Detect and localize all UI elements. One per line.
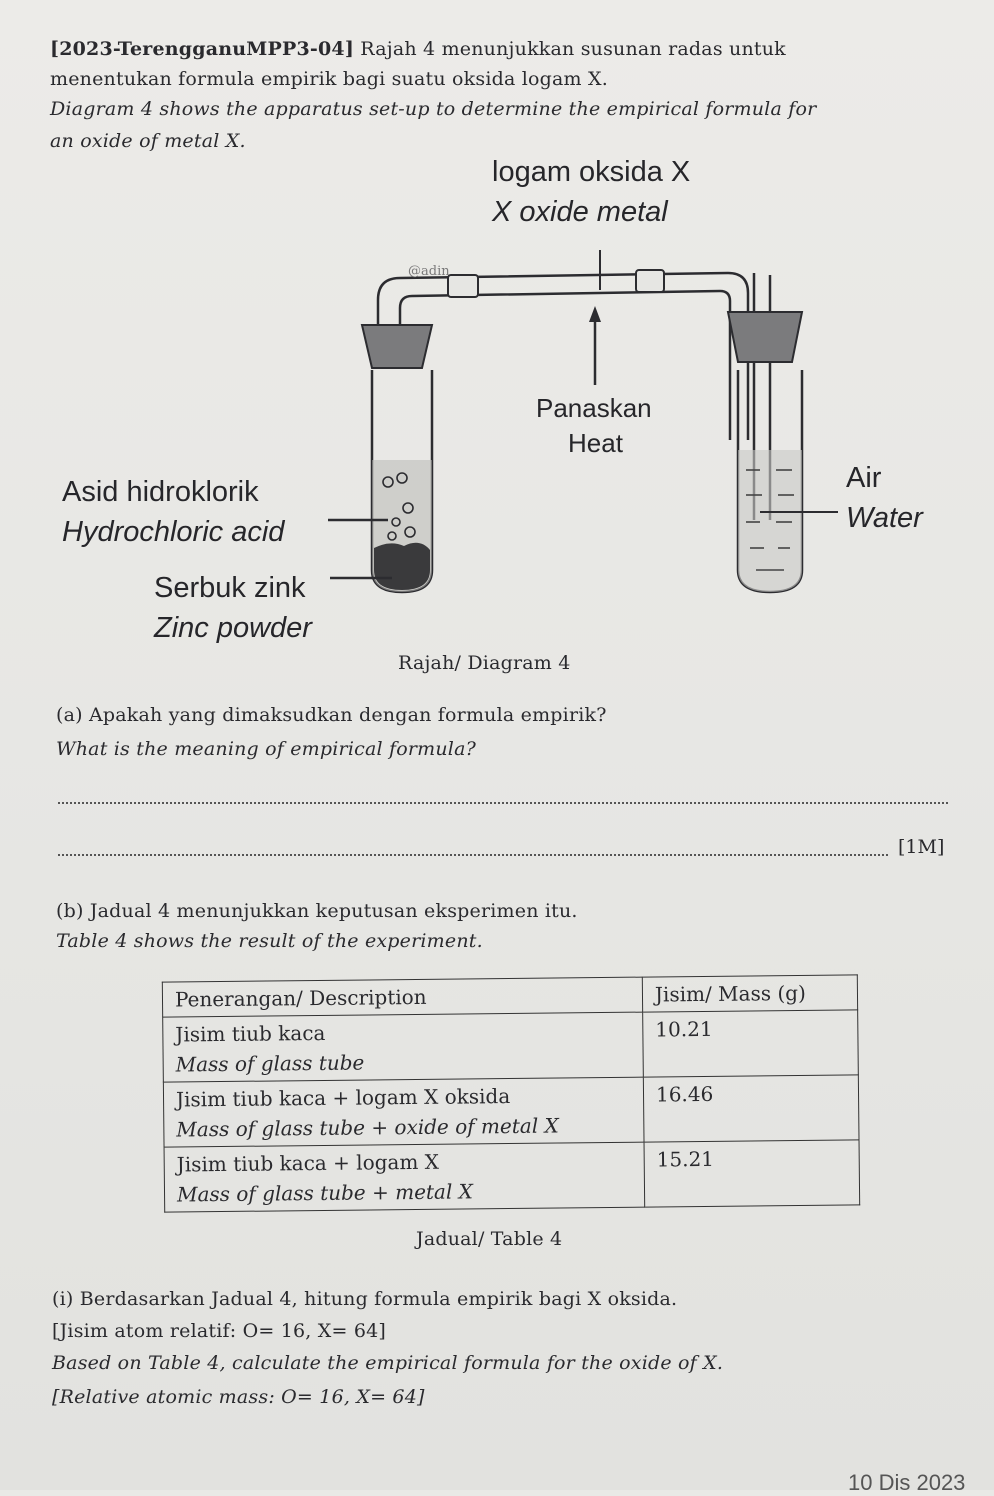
part-a-question-ms: (a) Apakah yang dimaksudkan dengan formula empirik? — [56, 704, 607, 726]
part-b-intro-en: Table 4 shows the result of the experiment. — [56, 930, 483, 952]
part-a-marks: [1M] — [898, 836, 945, 858]
label-zinc-en: Zinc powder — [154, 612, 312, 644]
label-heat-ms: Panaskan — [536, 393, 652, 423]
row-mass: 16.46 — [643, 1075, 859, 1142]
label-water-en: Water — [846, 502, 923, 534]
label-acid-en: Hydrochloric acid — [62, 516, 285, 548]
question-tag: [2023-TerengganuMPP3-04] — [50, 38, 355, 60]
table-row — [163, 1075, 859, 1147]
diagram-caption: Rajah/ Diagram 4 — [398, 652, 571, 674]
part-a-question-en: What is the meaning of empirical formula? — [56, 738, 476, 760]
footer-date: 10 Dis 2023 — [848, 1470, 966, 1495]
sub-i-ms-ram: [Jisim atom relatif: O= 16, X= 64] — [52, 1320, 387, 1342]
row-desc-ms: Jisim tiub kaca + logam X — [176, 1149, 440, 1177]
table-caption: Jadual/ Table 4 — [416, 1228, 563, 1250]
intro-ms-2: menentukan formula empirik bagi suatu oksida logam X. — [50, 68, 608, 90]
label-zinc-ms: Serbuk zink — [154, 572, 306, 604]
intro-en-2: an oxide of metal X. — [50, 130, 246, 152]
heat-arrow — [589, 306, 601, 385]
apparatus-diagram — [0, 0, 994, 700]
sub-i-en: Based on Table 4, calculate the empirical formula for the oxide of X. — [52, 1352, 724, 1374]
row-mass: 15.21 — [644, 1140, 860, 1207]
label-water-ms: Air — [846, 462, 882, 494]
table-row — [164, 1140, 860, 1212]
header-mass: Jisim/ Mass (g) — [642, 975, 857, 1012]
table-row — [163, 1010, 859, 1082]
row-desc-en: Mass of glass tube — [175, 1050, 365, 1077]
diagram-watermark: @adin — [408, 264, 450, 279]
label-acid-ms: Asid hidroklorik — [62, 476, 259, 508]
intro-ms-1: Rajah 4 menunjukkan susunan radas untuk — [360, 38, 786, 60]
intro-en-1: Diagram 4 shows the apparatus set-up to determine the empirical formula for — [50, 98, 817, 120]
label-oxide-ms: logam oksida X — [492, 156, 691, 188]
result-table — [162, 974, 860, 1212]
part-b-intro-ms: (b) Jadual 4 menunjukkan keputusan eksperimen itu. — [56, 900, 578, 922]
label-oxide-en: X oxide metal — [492, 196, 668, 228]
row-desc-ms: Jisim tiub kaca — [175, 1020, 326, 1047]
label-heat-en: Heat — [568, 428, 623, 458]
sub-i-ms: (i) Berdasarkan Jadual 4, hitung formula empirik bagi X oksida. — [52, 1288, 678, 1310]
sub-i-en-ram: [Relative atomic mass: O= 16, X= 64] — [52, 1386, 425, 1408]
row-mass: 10.21 — [643, 1010, 859, 1077]
row-desc-en: Mass of glass tube + oxide of metal X — [176, 1113, 559, 1142]
header-description: Penerangan/ Description — [162, 977, 642, 1017]
answer-line-1[interactable] — [58, 802, 948, 804]
left-test-tube — [362, 325, 432, 592]
row-desc-en: Mass of glass tube + metal X — [176, 1179, 474, 1207]
answer-line-2[interactable] — [58, 854, 888, 856]
row-desc-ms: Jisim tiub kaca + logam X oksida — [175, 1084, 511, 1112]
right-test-tube — [728, 312, 802, 592]
